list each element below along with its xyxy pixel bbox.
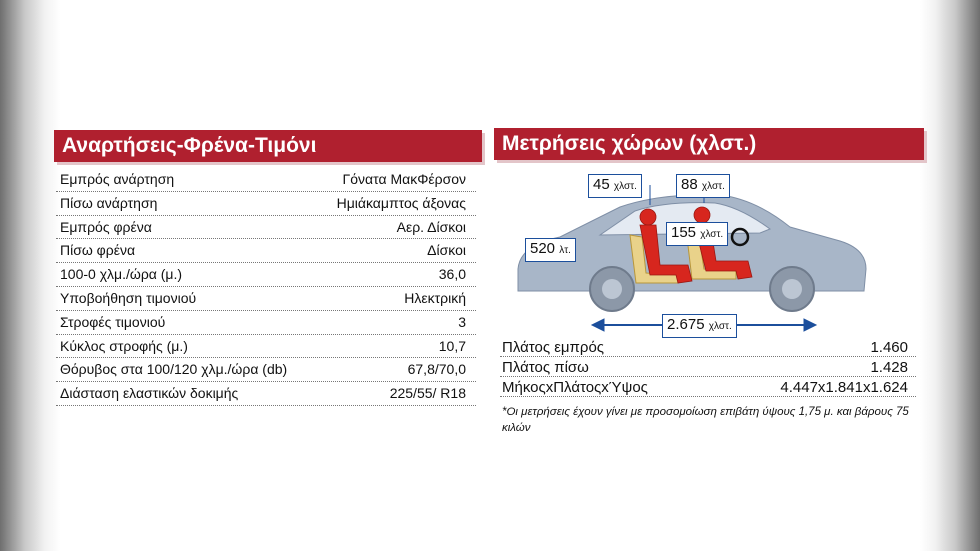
row-value: Δίσκοι bbox=[427, 242, 466, 259]
row-value: 36,0 bbox=[438, 266, 466, 283]
row-label: Εμπρός φρένα bbox=[60, 218, 152, 235]
row-value: 3 bbox=[458, 313, 466, 330]
table-row bbox=[56, 239, 476, 263]
rear-headroom-tag: 88 χλστ. bbox=[676, 174, 730, 198]
measurements-table bbox=[500, 337, 916, 397]
row-value: 10,7 bbox=[438, 337, 466, 354]
row-label: Κύκλος στροφής (μ.) bbox=[60, 337, 188, 354]
row-value: 225/55/ R18 bbox=[389, 385, 466, 402]
row-label: Πίσω φρένα bbox=[60, 242, 136, 259]
row-value: Ηλεκτρική bbox=[404, 289, 466, 306]
table-row bbox=[500, 357, 916, 377]
row-label: Υποβοήθηση τιμονιού bbox=[60, 289, 197, 306]
row-value: 67,8/70,0 bbox=[407, 361, 466, 378]
suspension-brakes-steering-title: Αναρτήσεις-Φρένα-Τιμόνι bbox=[54, 130, 482, 162]
table-row bbox=[56, 192, 476, 216]
row-label: Στροφές τιμονιού bbox=[60, 313, 166, 330]
table-row bbox=[500, 337, 916, 357]
row-label: Πλάτος εμπρός bbox=[502, 339, 605, 356]
table-row bbox=[56, 358, 476, 382]
row-value: Γόνατα ΜακΦέρσον bbox=[342, 171, 466, 187]
row-label: ΜήκοςxΠλάτοςxΎψος bbox=[502, 379, 648, 396]
row-label: 100-0 χλμ./ώρα (μ.) bbox=[60, 266, 183, 283]
row-label: Πίσω ανάρτηση bbox=[60, 194, 158, 211]
row-label: Πλάτος πίσω bbox=[502, 359, 589, 376]
table-row bbox=[56, 382, 476, 406]
row-label: Διάσταση ελαστικών δοκιμής bbox=[60, 385, 239, 402]
table-row bbox=[56, 287, 476, 311]
trunk-volume-tag: 520 λτ. bbox=[525, 238, 576, 262]
legroom-tag: 155 χλστ. bbox=[666, 222, 728, 246]
row-label: Εμπρός ανάρτηση bbox=[60, 171, 175, 187]
table-row bbox=[56, 168, 476, 192]
row-value: 1.460 bbox=[870, 339, 908, 356]
table-row bbox=[56, 216, 476, 240]
row-value: 1.428 bbox=[870, 359, 908, 376]
table-row bbox=[56, 335, 476, 359]
row-value: 4.447x1.841x1.624 bbox=[780, 379, 908, 396]
measurement-footnote: *Οι μετρήσεις έχουν γίνει με προσομοίωση επιβάτη ύψους 1,75 μ. και βάρους 75 κιλών bbox=[502, 406, 909, 434]
table-row bbox=[56, 311, 476, 335]
space-measurements-title: Μετρήσεις χώρων (χλστ.) bbox=[494, 128, 924, 160]
table-row bbox=[500, 377, 916, 397]
row-value: Ημιάκαμπτος άξονας bbox=[336, 194, 466, 211]
wheelbase-tag: 2.675 χλστ. bbox=[662, 314, 737, 338]
specs-table bbox=[56, 168, 476, 406]
row-label: Θόρυβος στα 100/120 χλμ./ώρα (db) bbox=[60, 361, 288, 378]
table-row bbox=[56, 263, 476, 287]
front-headroom-tag: 45 χλστ. bbox=[588, 174, 642, 198]
row-value: Αερ. Δίσκοι bbox=[396, 218, 466, 235]
